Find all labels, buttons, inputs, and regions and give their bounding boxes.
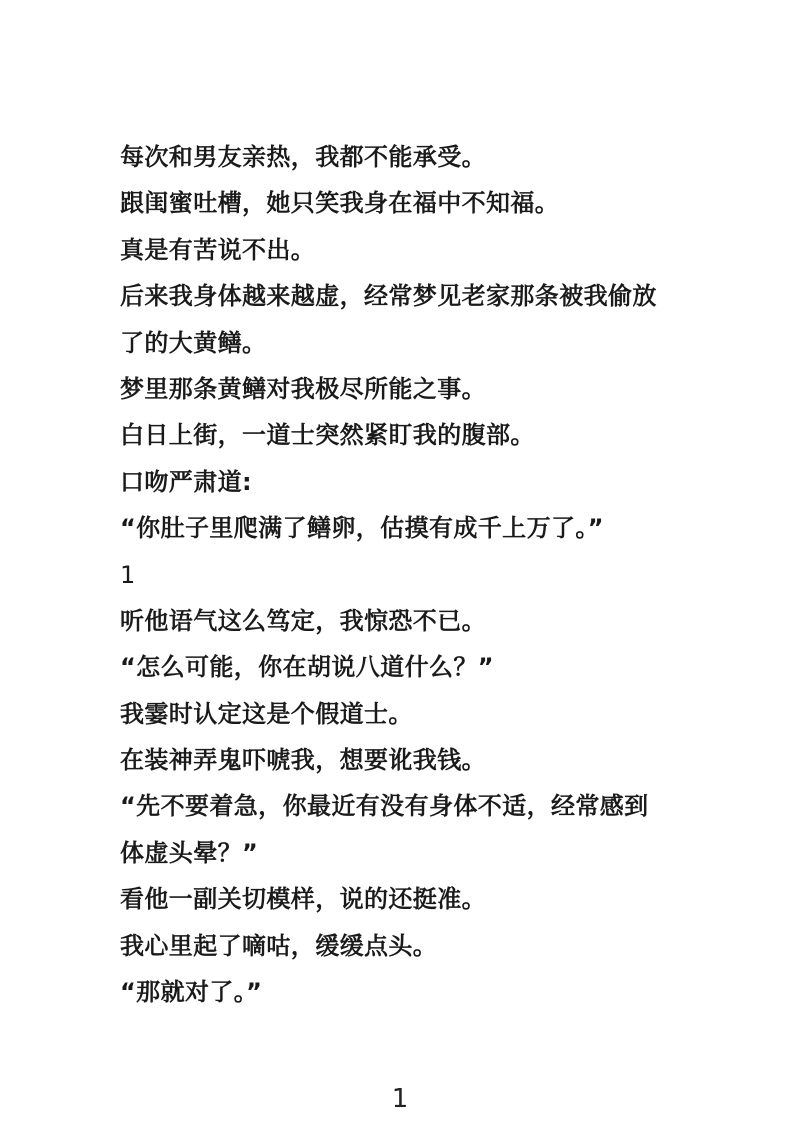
page-number: 1 [391, 1084, 409, 1114]
text-line: 每次和男友亲热，我都不能承受。 [120, 143, 486, 171]
text-line: 白日上街，一道士突然紧盯我的腹部。 [120, 421, 535, 450]
text-line: 我霎时认定这是个假道士。 [120, 699, 413, 728]
story-text [120, 134, 720, 1015]
text-line: 听他语气这么笃定，我惊恐不已。 [120, 606, 486, 635]
text-line: “你肚子里爬满了鳝卵，估摸有成千上万了。” [120, 514, 604, 543]
text-line: 梦里那条黄鳝对我极尽所能之事。 [120, 374, 486, 403]
text-line: 看他一副关切模样，说的还挺准。 [120, 885, 486, 914]
text-line: 了的大黄鳝。 [120, 328, 267, 357]
section-number: 1 [120, 560, 136, 589]
text-line: 在装神弄鬼吓唬我，想要讹我钱。 [120, 746, 486, 775]
text-line: 真是有苦说不出。 [120, 235, 316, 264]
text-line: 后来我身体越来越虚，经常梦见老家那条被我偷放 [120, 282, 657, 311]
text-line: 跟闺蜜吐槽，她只笑我身在福中不知福。 [120, 189, 560, 218]
text-line: “怎么可能，你在胡说八道什么？” [120, 653, 494, 682]
text-line: “先不要着急，你最近有没有身体不适，经常感到 [120, 792, 649, 821]
text-line: “那就对了。” [120, 978, 263, 1007]
text-line: 口吻严肃道: [120, 467, 252, 496]
text-line: 我心里起了嘀咕，缓缓点头。 [120, 931, 438, 960]
text-line: 体虚头晕？” [120, 838, 259, 867]
